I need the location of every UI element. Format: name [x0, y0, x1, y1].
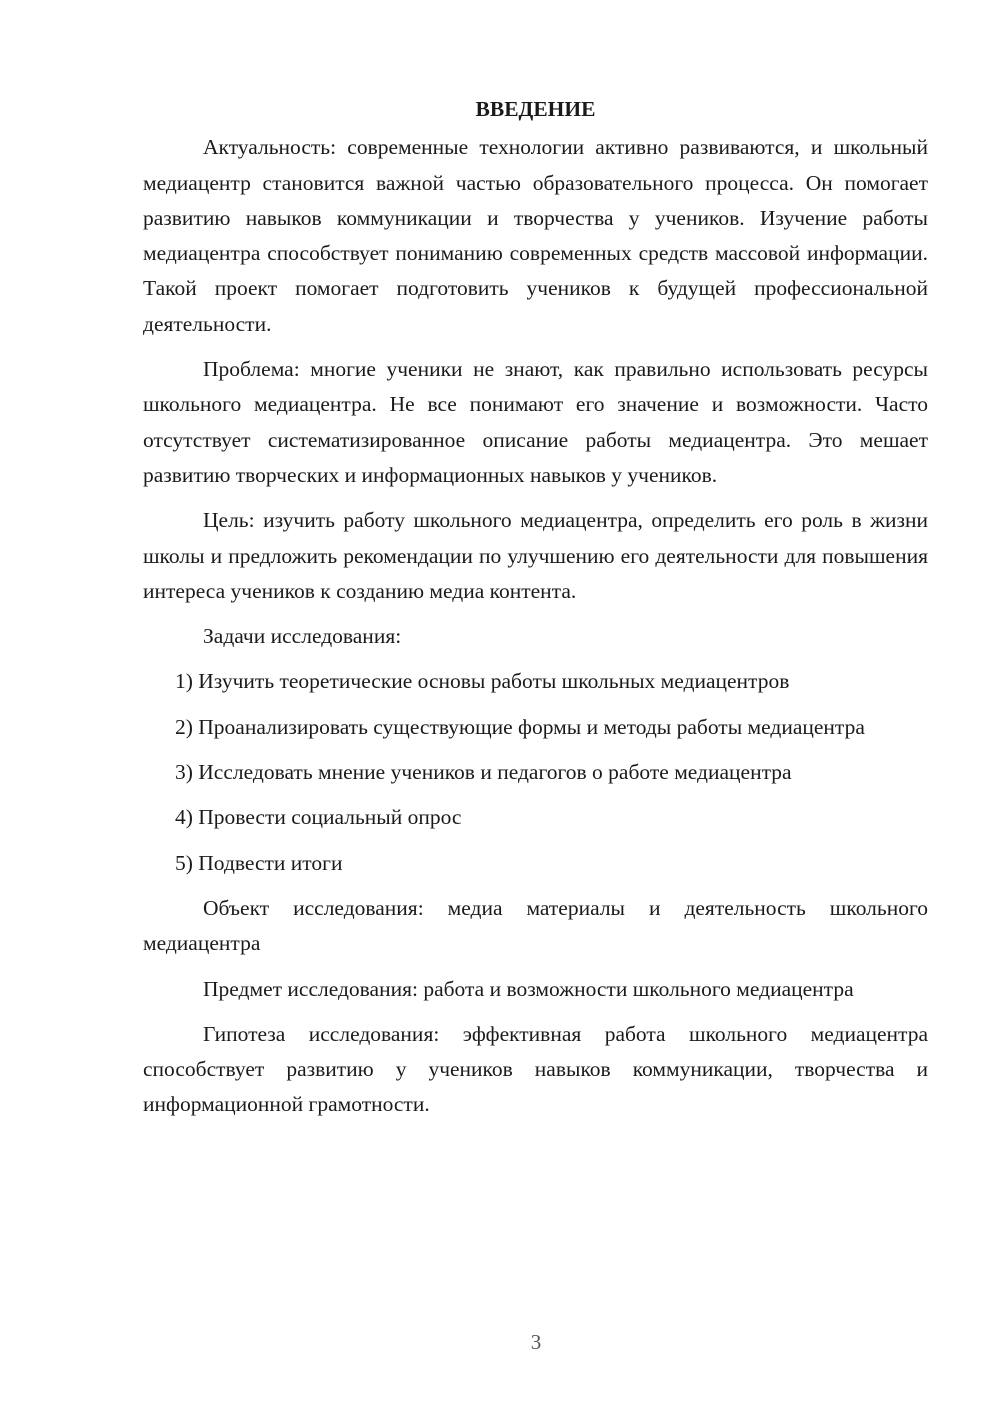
task-item: 5) Подвести итоги [175, 850, 343, 875]
tasks-title: Задачи исследования: [203, 624, 402, 649]
task-item: 2) Проанализировать существующие формы и методы работы медиацентра [175, 714, 865, 739]
paragraph-hypothesis: Гипотеза исследования: эффективная работа школьного медиацентра способствует развитию у учеников навыков коммуникации, творчества и информационной грамотности. [143, 1021, 928, 1117]
paragraph-goal: Цель: изучить работу школьного медиацентра, определить его роль в жизни школы и предложить рекомендации по улучшению его деятельности для повышения интереса учеников к созданию медиа контента. [143, 508, 928, 603]
paragraph-problem: Проблема: многие ученики не знают, как правильно использовать ресурсы школьного медиацентра. Не все понимают его значение и возможности. Часто отсутствует систематизированное описание работы медиацентра. Это мешает развитию творческих и информационных навыков у учеников. [143, 357, 928, 487]
paragraph-subject: Предмет исследования: работа и возможности школьного медиацентра [203, 976, 854, 1001]
page-number: 3 [530, 1330, 542, 1354]
document-page [143, 92, 928, 1133]
paragraph-object: Объект исследования: медиа материалы и деятельность школьного медиацентра [143, 895, 928, 956]
section-heading: ВВЕДЕНИЕ [475, 97, 596, 121]
task-item: 4) Провести социальный опрос [175, 805, 462, 830]
paragraph-relevance: Актуальность: современные технологии активно развиваются, и школьный медиацентр становится важной частью образовательного процесса. Он помогает развитию навыков коммуникации и творчества у учеников. Изучение работы медиацентра способствует пониманию современных средств массовой информации. Такой проект помогает подготовить учеников к будущей профессиональной деятельности. [143, 135, 928, 336]
task-item: 3) Исследовать мнение учеников и педагогов о работе медиацентра [175, 760, 792, 785]
task-item: 1) Изучить теоретические основы работы школьных медиацентров [175, 669, 790, 694]
